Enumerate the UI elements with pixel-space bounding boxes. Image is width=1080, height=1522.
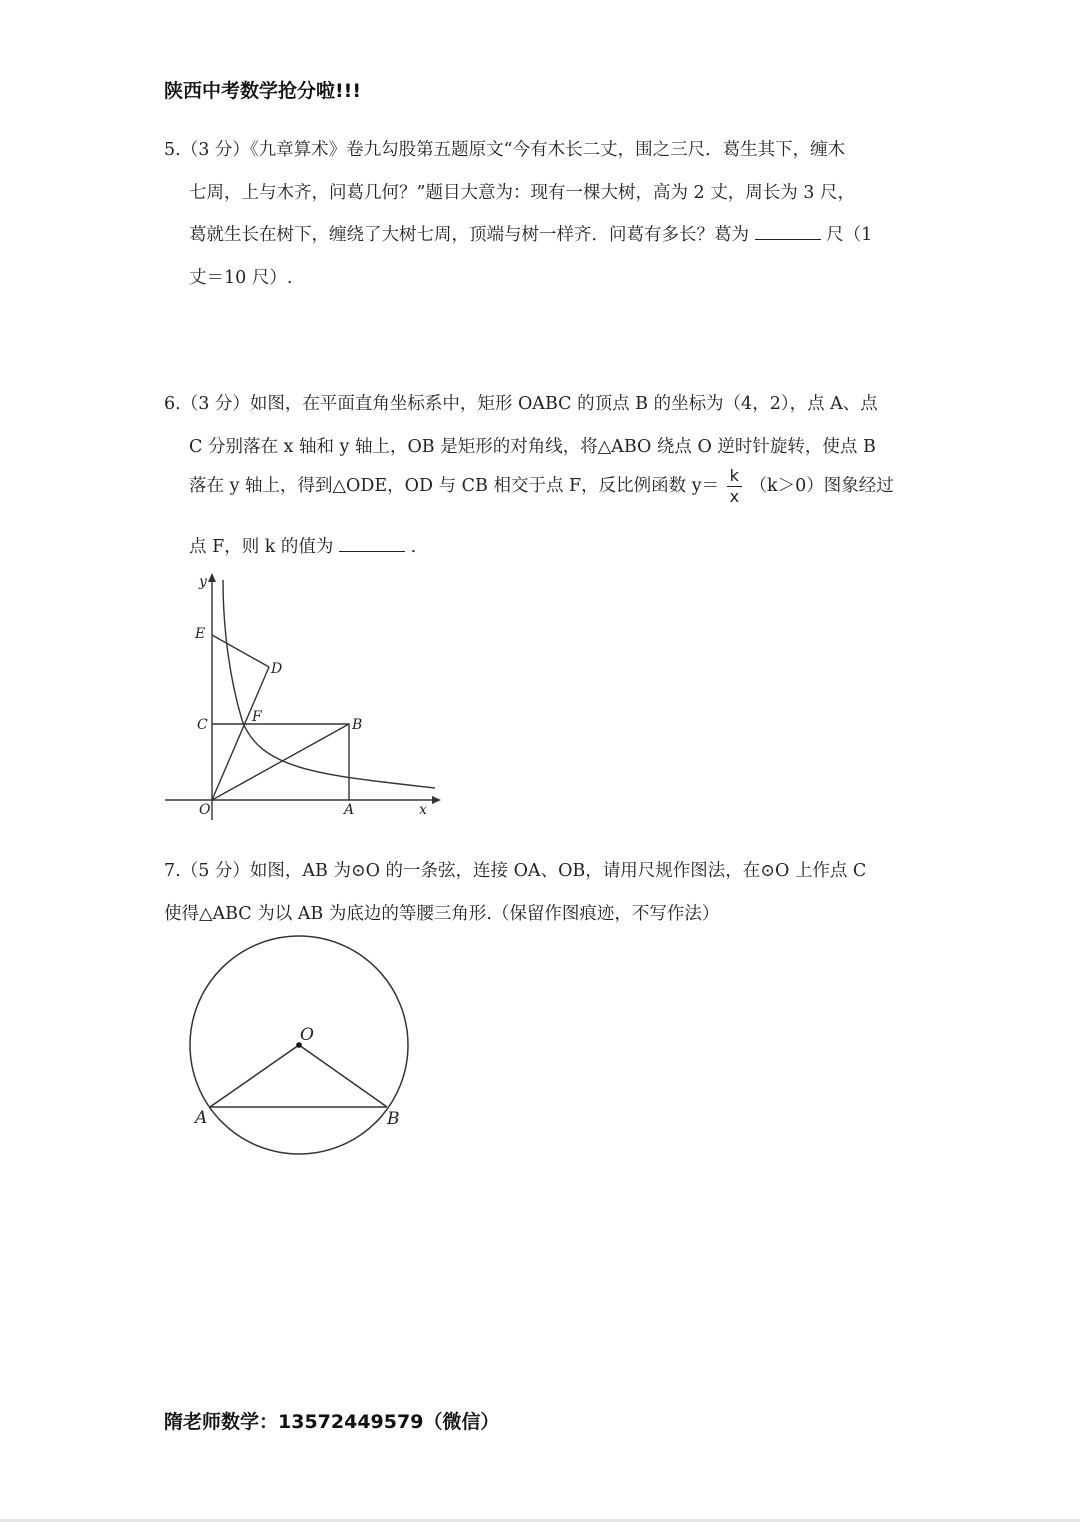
label-b: B xyxy=(387,1109,400,1129)
label-x: x xyxy=(419,802,427,818)
label-c: C xyxy=(197,717,208,733)
label-y: y xyxy=(199,574,207,590)
q6-line-2: C 分别落在 x 轴和 y 轴上，OB 是矩形的对角线，将△ABO 绕点 O 逆时针旋转，使点 B xyxy=(189,437,876,457)
q7-line-2: 使得△ABC 为以 AB 为底边的等腰三角形.（保留作图痕迹，不写作法） xyxy=(164,904,720,924)
figure-q6-coordinate-diagram xyxy=(160,570,450,825)
label-o: O xyxy=(300,1025,314,1045)
q6-line-3-tail: （k＞0）图象经过 xyxy=(749,476,894,496)
q7-line-1: 7.（5 分）如图，AB 为⊙O 的一条弦，连接 OA、OB，请用尺规作图法，在⊙O 上作点 C xyxy=(164,861,867,881)
q5-line-3 xyxy=(189,221,872,246)
q6-line-3 xyxy=(189,466,894,507)
q6-line-4 xyxy=(189,533,416,558)
label-b: B xyxy=(352,717,363,733)
segment-od xyxy=(212,667,269,800)
diagonal-ob xyxy=(212,724,349,800)
q5-line-1: 5.（3 分）《九章算术》卷九勾股第五题原文“今有木长二丈，围之三尺．葛生其下，缠木 xyxy=(164,140,846,160)
figure-q7-circle-diagram xyxy=(180,928,420,1168)
label-d: D xyxy=(271,661,283,677)
q6-line-1: 6.（3 分）如图，在平面直角坐标系中，矩形 OABC 的顶点 B 的坐标为（4，2），点 A、点 xyxy=(164,394,878,414)
label-a: A xyxy=(344,802,355,818)
y-axis-arrow xyxy=(208,573,216,582)
q6-line-4-tail: . xyxy=(410,537,417,557)
q5-line-3-tail: 尺（1 xyxy=(826,225,873,245)
hyperbola-curve xyxy=(223,580,435,788)
x-axis-arrow xyxy=(432,796,441,804)
segment-de xyxy=(212,635,269,667)
label-e: E xyxy=(195,626,206,642)
q5-line-2: 七周，上与木齐，问葛几何？”题目大意为：现有一棵大树，高为 2 丈，周长为 3 尺， xyxy=(189,183,855,203)
q5-answer-blank[interactable] xyxy=(755,225,821,240)
fraction-k-over-x xyxy=(727,466,742,507)
q6-line-3-text: 落在 y 轴上，得到△ODE，OD 与 CB 相交于点 F，反比例函数 y＝ xyxy=(189,476,720,496)
label-o: O xyxy=(199,802,211,818)
q6-answer-blank[interactable] xyxy=(339,537,405,552)
page-header-title: 陕西中考数学抢分啦!!! xyxy=(164,80,361,102)
label-a: A xyxy=(195,1108,208,1128)
fraction-numerator: k xyxy=(727,466,742,487)
label-f: F xyxy=(252,709,262,725)
fraction-denominator: x xyxy=(729,487,740,506)
radius-ob xyxy=(299,1045,387,1107)
q5-line-3-text: 葛就生长在树下，缠绕了大树七周，顶端与树一样齐．问葛有多长？葛为 xyxy=(189,225,749,245)
q6-line-4-text: 点 F，则 k 的值为 xyxy=(189,537,334,557)
q5-line-4: 丈＝10 尺）. xyxy=(189,268,293,288)
page-footer-contact: 隋老师数学：13572449579（微信） xyxy=(164,1411,500,1433)
radius-oa xyxy=(210,1045,299,1107)
